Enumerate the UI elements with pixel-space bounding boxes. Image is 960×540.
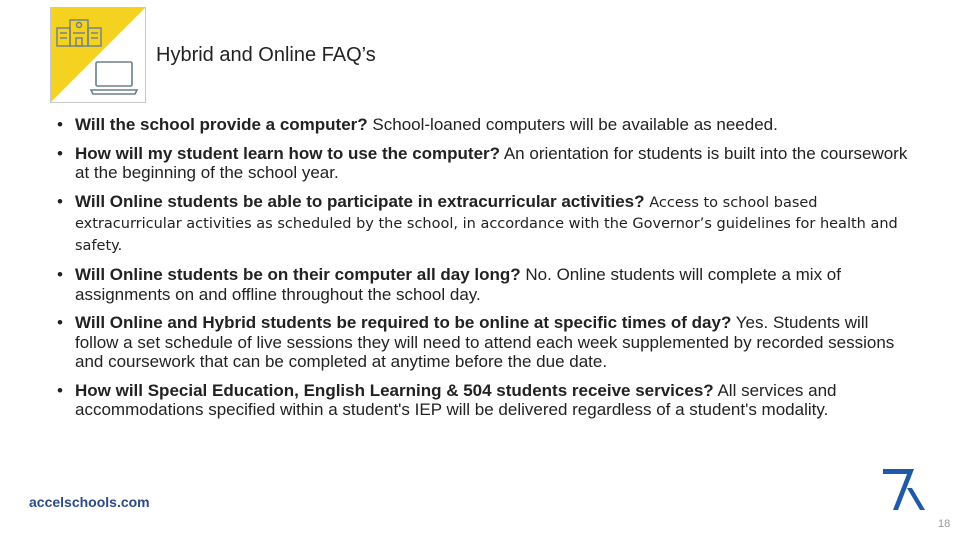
faq-answer: No. Online students will complete a mix of assignments on and offline throughout the school day.	[75, 265, 841, 304]
faq-answer: School-loaned computers will be available as needed.	[372, 115, 778, 134]
faq-question: Will Online students be on their computer all day long?	[75, 265, 521, 284]
faq-question: Will Online students be able to participate in extracurricular activities?	[75, 191, 645, 211]
faq-item	[52, 265, 912, 304]
section-badge	[50, 7, 146, 103]
accel-logo-icon	[880, 466, 930, 512]
section-badge-graphic	[51, 8, 145, 102]
faq-question: Will the school provide a computer?	[75, 115, 368, 134]
faq-item	[52, 313, 912, 372]
faq-answer: Yes. Students will follow a set schedule of live sessions they will need to attend each week supplemented by recorded sessions and coursework that can be completed at anytime before the due date.	[75, 313, 895, 371]
laptop-icon	[91, 62, 137, 94]
faq-question: How will Special Education, English Learning & 504 students receive services?	[75, 380, 714, 400]
page-title: Hybrid and Online FAQ’s	[156, 44, 376, 66]
faq-answer: An orientation for students is built into the coursework at the beginning of the school year.	[75, 143, 908, 182]
faq-item	[52, 144, 912, 183]
faq-item	[52, 381, 912, 420]
faq-question: Will Online and Hybrid students be required to be online at specific times of day?	[75, 313, 732, 332]
footer-brand-link[interactable]: accelschools.com	[29, 494, 150, 510]
faq-question: How will my student learn how to use the computer?	[75, 143, 501, 163]
page-number: 18	[938, 518, 951, 530]
faq-item	[52, 115, 912, 135]
faq-list	[52, 115, 912, 429]
faq-answer: Access to school based extracurricular activities as scheduled by the school, in accordance with the Governor’s guidelines for health and safety.	[75, 194, 898, 254]
faq-answer: All services and accommodations specified within a student's IEP will be delivered regardless of a student's modality.	[75, 380, 837, 419]
faq-item	[52, 192, 912, 257]
